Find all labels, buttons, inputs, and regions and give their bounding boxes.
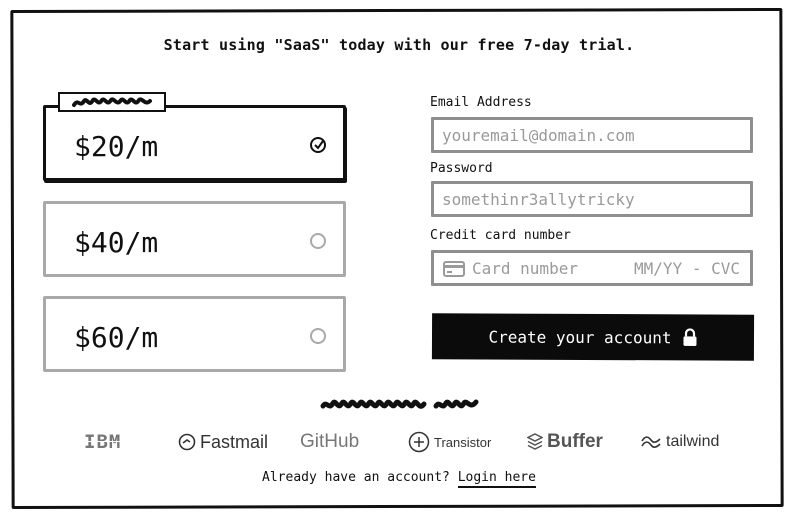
create-account-label: Create your account (488, 327, 672, 347)
login-prompt (0, 470, 798, 485)
logo-transistor-text: Transistor (434, 434, 492, 450)
plan-price: $40/m (74, 226, 159, 259)
plan-radio[interactable] (310, 328, 326, 344)
logo-ibm (84, 428, 121, 456)
plan-price: $60/m (74, 321, 159, 354)
fastmail-icon (178, 433, 196, 451)
login-link[interactable]: Login here (458, 470, 536, 488)
logo-ibm-text: IBM (84, 431, 122, 453)
create-account-button[interactable] (432, 313, 754, 360)
logo-transistor (408, 428, 491, 456)
plan-radio[interactable] (310, 233, 326, 249)
scribble-trusted-by-text (320, 396, 480, 414)
credit-card-icon (443, 261, 465, 277)
logo-fastmail-text: Fastmail (200, 431, 269, 452)
plan-option-40[interactable] (43, 201, 346, 277)
plan-price: $20/m (74, 130, 159, 163)
logo-github-text: GitHub (300, 431, 360, 452)
email-field-box (431, 117, 753, 153)
customer-logos (0, 428, 798, 458)
plan-option-60[interactable] (43, 296, 346, 372)
checkmark-icon (314, 140, 324, 150)
lock-icon (681, 328, 697, 346)
plan-option-20[interactable] (43, 105, 346, 181)
login-prompt-text: Already have an account? (262, 470, 450, 485)
logo-buffer-text: Buffer (547, 431, 603, 452)
logo-tailwind (640, 428, 719, 456)
logo-github (300, 428, 359, 456)
email-label: Email Address (430, 95, 532, 110)
card-label: Credit card number (430, 228, 571, 243)
popular-badge (58, 92, 166, 112)
card-number-input[interactable] (464, 253, 634, 283)
logo-tailwind-text: tailwind (666, 433, 720, 450)
card-field-box (431, 250, 753, 286)
password-field-box (431, 181, 753, 217)
page-headline: Start using "SaaS" today with our free 7-day trial. (163, 36, 635, 54)
password-label: Password (430, 161, 493, 176)
buffer-icon (527, 433, 543, 451)
card-expiry-cvc-input[interactable] (620, 253, 750, 283)
email-input[interactable] (434, 120, 750, 150)
logo-fastmail (178, 428, 268, 456)
scribble-badge-text (60, 94, 164, 110)
tailwind-icon (640, 435, 662, 449)
plan-radio-checked[interactable] (310, 137, 326, 153)
transistor-icon (408, 431, 430, 453)
password-input[interactable] (434, 184, 750, 214)
logo-buffer (527, 428, 603, 456)
